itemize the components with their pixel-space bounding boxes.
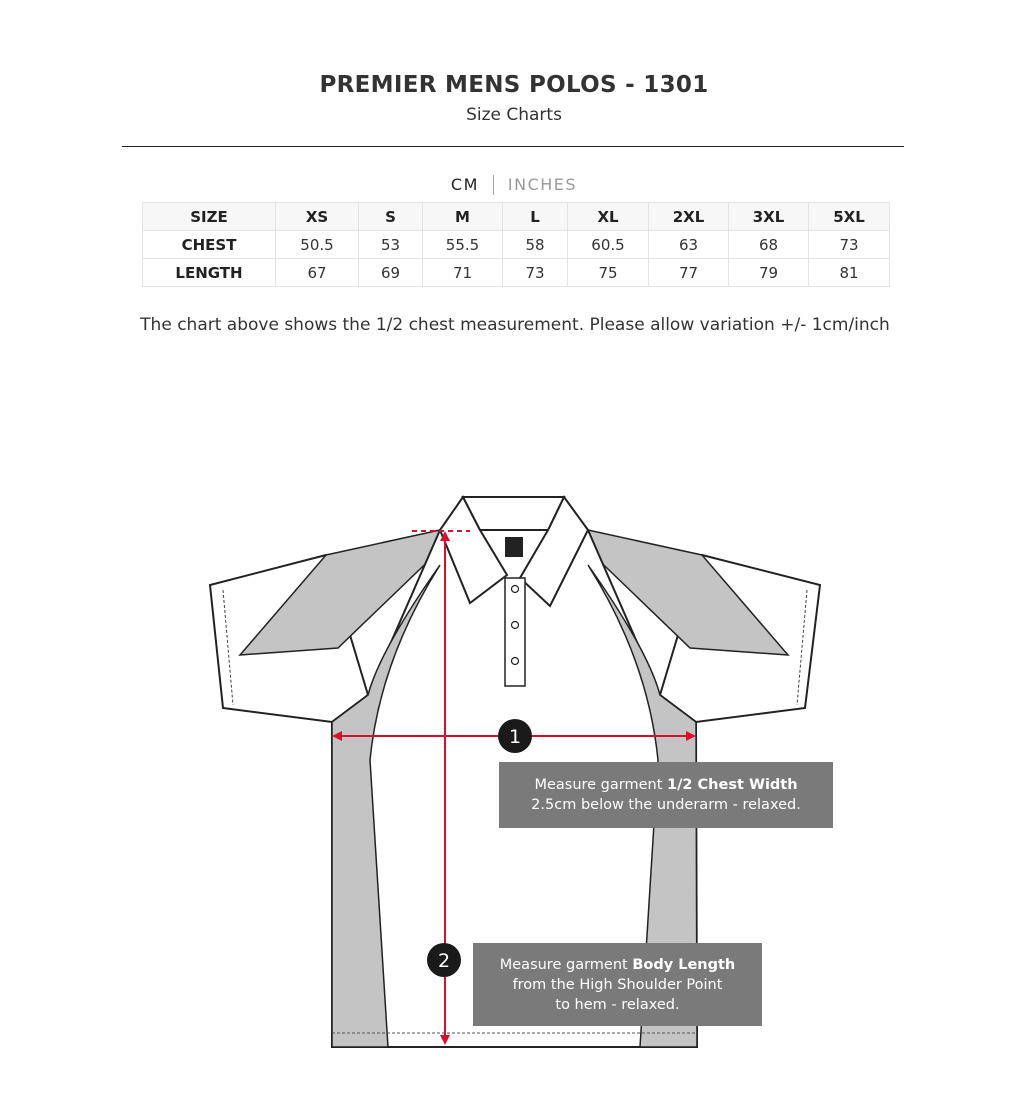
table-cell: 68	[729, 231, 809, 259]
placket	[505, 578, 525, 686]
table-cell: 71	[423, 259, 503, 287]
table-row-label: LENGTH	[143, 259, 276, 287]
unit-separator	[493, 175, 494, 195]
callout-2-line-2: from the High Shoulder Point	[512, 977, 723, 993]
unit-toggle	[0, 174, 1028, 195]
marker-2-label: 2	[437, 950, 451, 972]
table-header-size: SIZE	[143, 203, 276, 231]
callout-2-line-1	[473, 955, 762, 975]
collar-back	[463, 497, 564, 530]
table-cell: 77	[649, 259, 729, 287]
callout-1-line-1	[499, 775, 833, 795]
table-cell: 67	[276, 259, 359, 287]
table-cell: 53	[359, 231, 423, 259]
unit-inches-button[interactable]: INCHES	[507, 175, 578, 194]
table-cell: 69	[359, 259, 423, 287]
table-header-cell: 5XL	[809, 203, 890, 231]
table-cell: 73	[809, 231, 890, 259]
table-header-cell: 3XL	[729, 203, 809, 231]
button	[512, 586, 519, 593]
table-cell: 55.5	[423, 231, 503, 259]
callout-1-bold: 1/2 Chest Width	[667, 777, 798, 793]
table-cell: 63	[649, 231, 729, 259]
callout-2-prefix: Measure garment	[499, 957, 633, 973]
table-header-cell: XS	[276, 203, 359, 231]
table-cell: 58	[503, 231, 568, 259]
button	[512, 622, 519, 629]
table-header-cell: 2XL	[649, 203, 729, 231]
button	[512, 658, 519, 665]
callout-2-line-3: to hem - relaxed.	[555, 997, 680, 1013]
table-cell: 60.5	[568, 231, 649, 259]
table-cell: 81	[809, 259, 890, 287]
page-title: PREMIER MENS POLOS - 1301	[319, 72, 709, 98]
callout-2-bold: Body Length	[632, 957, 736, 973]
body-length-callout	[473, 943, 762, 1026]
divider	[122, 146, 904, 147]
table-cell: 75	[568, 259, 649, 287]
neck-label	[505, 537, 523, 557]
table-header-cell: S	[359, 203, 423, 231]
table-header-cell: M	[423, 203, 503, 231]
callout-1-prefix: Measure garment	[534, 777, 668, 793]
table-cell: 50.5	[276, 231, 359, 259]
callout-1-line-2: 2.5cm below the underarm - relaxed.	[531, 797, 801, 813]
measurement-note: The chart above shows the 1/2 chest measurement. Please allow variation +/- 1cm/inch	[140, 315, 890, 335]
table-row-label: CHEST	[143, 231, 276, 259]
table-header-cell: L	[503, 203, 568, 231]
table-header-row	[143, 203, 890, 231]
page-subtitle: Size Charts	[466, 105, 562, 125]
table-cell: 73	[503, 259, 568, 287]
table-row-chest	[143, 231, 890, 259]
table-header-cell: XL	[568, 203, 649, 231]
chest-width-callout	[499, 762, 833, 828]
table-cell: 79	[729, 259, 809, 287]
table-row-length	[143, 259, 890, 287]
size-table	[142, 202, 890, 287]
marker-1-label: 1	[508, 726, 522, 748]
unit-cm-button[interactable]: CM	[450, 175, 479, 194]
